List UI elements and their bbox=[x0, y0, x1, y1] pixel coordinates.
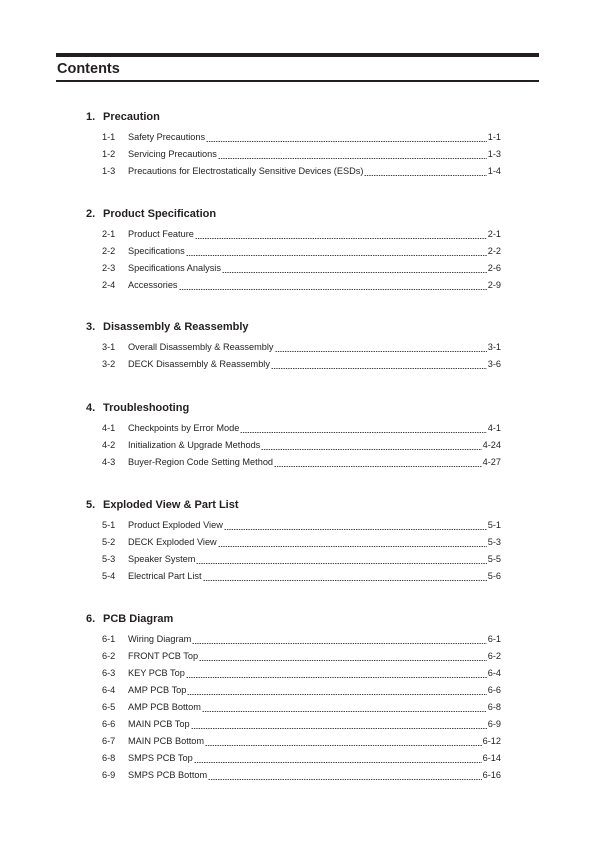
entry-title: Electrical Part List bbox=[128, 571, 202, 581]
entry-number: 6-7 bbox=[102, 736, 116, 746]
toc-entry[interactable] bbox=[86, 517, 501, 534]
entry-page-number: 2-9 bbox=[487, 280, 501, 290]
toc-entry[interactable] bbox=[86, 226, 501, 243]
entry-page-number: 5-3 bbox=[487, 537, 501, 547]
dot-leader bbox=[271, 368, 487, 369]
section-number: 1. bbox=[86, 111, 96, 123]
dot-leader bbox=[205, 745, 482, 746]
toc-entry[interactable] bbox=[86, 163, 501, 180]
entry-page-number: 6-16 bbox=[482, 770, 501, 780]
entry-page-number: 6-6 bbox=[487, 685, 501, 695]
entry-number: 5-1 bbox=[102, 520, 116, 530]
entry-page-number: 6-9 bbox=[487, 719, 501, 729]
toc-entry[interactable] bbox=[86, 437, 501, 454]
entry-title: Checkpoints by Error Mode bbox=[128, 423, 240, 433]
entry-title: SMPS PCB Top bbox=[128, 753, 193, 763]
section-number: 2. bbox=[86, 208, 96, 220]
toc-entry[interactable] bbox=[86, 146, 501, 163]
toc-entry[interactable] bbox=[86, 129, 501, 146]
dot-leader bbox=[203, 580, 487, 581]
toc-entry[interactable] bbox=[86, 750, 501, 767]
entry-page-number: 6-2 bbox=[487, 651, 501, 661]
entry-page-number: 1-3 bbox=[487, 149, 501, 159]
entry-number: 6-3 bbox=[102, 668, 116, 678]
section-number: 6. bbox=[86, 613, 96, 625]
entry-number: 6-2 bbox=[102, 651, 116, 661]
toc-entry[interactable] bbox=[86, 699, 501, 716]
entry-number: 1-1 bbox=[102, 132, 116, 142]
dot-leader bbox=[261, 449, 481, 450]
toc-entry[interactable] bbox=[86, 356, 501, 373]
dot-leader bbox=[194, 762, 482, 763]
entry-page-number: 6-14 bbox=[482, 753, 501, 763]
entry-number: 5-2 bbox=[102, 537, 116, 547]
entry-number: 6-9 bbox=[102, 770, 116, 780]
entry-page-number: 6-4 bbox=[487, 668, 501, 678]
dot-leader bbox=[274, 466, 482, 467]
entry-title: Specifications bbox=[128, 246, 185, 256]
entry-title: MAIN PCB Bottom bbox=[128, 736, 205, 746]
entry-title: Accessories bbox=[128, 280, 178, 290]
entry-title: SMPS PCB Bottom bbox=[128, 770, 208, 780]
dot-leader bbox=[218, 158, 487, 159]
entry-title: Wiring Diagram bbox=[128, 634, 192, 644]
entry-title: Servicing Precautions bbox=[128, 149, 217, 159]
toc-entry[interactable] bbox=[86, 277, 501, 294]
entry-number: 5-3 bbox=[102, 554, 116, 564]
section-title: Disassembly & Reassembly bbox=[103, 321, 249, 333]
toc-entry[interactable] bbox=[86, 767, 501, 784]
entry-number: 4-3 bbox=[102, 457, 116, 467]
entry-number: 5-4 bbox=[102, 571, 116, 581]
section-heading[interactable] bbox=[86, 612, 501, 626]
entry-title: AMP PCB Bottom bbox=[128, 702, 201, 712]
toc-entry[interactable] bbox=[86, 733, 501, 750]
dot-leader bbox=[240, 432, 486, 433]
entry-number: 6-8 bbox=[102, 753, 116, 763]
entry-title: Product Exploded View bbox=[128, 520, 223, 530]
entry-number: 3-1 bbox=[102, 342, 116, 352]
entry-number: 1-2 bbox=[102, 149, 116, 159]
dot-leader bbox=[364, 175, 486, 176]
entry-page-number: 4-1 bbox=[487, 423, 501, 433]
entry-page-number: 4-27 bbox=[482, 457, 501, 467]
dot-leader bbox=[195, 238, 487, 239]
entry-number: 4-1 bbox=[102, 423, 116, 433]
dot-leader bbox=[202, 711, 487, 712]
section-title: Exploded View & Part List bbox=[103, 499, 239, 511]
toc-section bbox=[86, 612, 501, 784]
toc-entry[interactable] bbox=[86, 339, 501, 356]
section-number: 3. bbox=[86, 321, 96, 333]
toc-section bbox=[86, 207, 501, 294]
entry-number: 4-2 bbox=[102, 440, 116, 450]
section-title: Product Specification bbox=[103, 208, 217, 220]
entry-title: Safety Precautions bbox=[128, 132, 206, 142]
entry-page-number: 4-24 bbox=[482, 440, 501, 450]
toc-entry[interactable] bbox=[86, 665, 501, 682]
entry-title: Initialization & Upgrade Methods bbox=[128, 440, 261, 450]
entry-page-number: 5-5 bbox=[487, 554, 501, 564]
entry-title: AMP PCB Top bbox=[128, 685, 187, 695]
toc-section bbox=[86, 320, 501, 373]
entry-number: 6-6 bbox=[102, 719, 116, 729]
entry-page-number: 2-6 bbox=[487, 263, 501, 273]
toc-section bbox=[86, 110, 501, 180]
page-title: Contents bbox=[57, 61, 120, 77]
entry-title: Speaker System bbox=[128, 554, 196, 564]
dot-leader bbox=[199, 660, 487, 661]
entry-page-number: 3-6 bbox=[487, 359, 501, 369]
entry-title: Buyer-Region Code Setting Method bbox=[128, 457, 274, 467]
dot-leader bbox=[224, 529, 487, 530]
section-number: 5. bbox=[86, 499, 96, 511]
dot-leader bbox=[192, 643, 486, 644]
entry-page-number: 6-12 bbox=[482, 736, 501, 746]
toc-entry[interactable] bbox=[86, 716, 501, 733]
section-title: Precaution bbox=[103, 111, 160, 123]
entry-number: 2-1 bbox=[102, 229, 116, 239]
entry-page-number: 5-1 bbox=[487, 520, 501, 530]
dot-leader bbox=[206, 141, 487, 142]
section-number: 4. bbox=[86, 402, 96, 414]
entry-number: 6-5 bbox=[102, 702, 116, 712]
section-heading[interactable] bbox=[86, 110, 501, 124]
entry-page-number: 3-1 bbox=[487, 342, 501, 352]
top-rule bbox=[56, 53, 539, 57]
toc-entry[interactable] bbox=[86, 534, 501, 551]
entry-number: 2-2 bbox=[102, 246, 116, 256]
entry-page-number: 5-6 bbox=[487, 571, 501, 581]
dot-leader bbox=[187, 694, 486, 695]
entry-page-number: 6-1 bbox=[487, 634, 501, 644]
entry-title: Overall Disassembly & Reassembly bbox=[128, 342, 274, 352]
dot-leader bbox=[179, 289, 487, 290]
toc-entry[interactable] bbox=[86, 568, 501, 585]
entry-number: 6-4 bbox=[102, 685, 116, 695]
entry-number: 2-4 bbox=[102, 280, 116, 290]
entry-number: 6-1 bbox=[102, 634, 116, 644]
entry-number: 3-2 bbox=[102, 359, 116, 369]
entry-page-number: 1-4 bbox=[487, 166, 501, 176]
dot-leader bbox=[222, 272, 487, 273]
dot-leader bbox=[208, 779, 481, 780]
dot-leader bbox=[275, 351, 487, 352]
entry-title: DECK Disassembly & Reassembly bbox=[128, 359, 270, 369]
title-rule bbox=[56, 80, 539, 82]
section-title: PCB Diagram bbox=[103, 613, 174, 625]
section-heading[interactable] bbox=[86, 207, 501, 221]
entry-title: FRONT PCB Top bbox=[128, 651, 199, 661]
entry-page-number: 2-1 bbox=[487, 229, 501, 239]
entry-list bbox=[86, 517, 501, 585]
entry-list bbox=[86, 339, 501, 373]
entry-number: 1-3 bbox=[102, 166, 116, 176]
toc-section bbox=[86, 498, 501, 585]
toc-entry[interactable] bbox=[86, 551, 501, 568]
dot-leader bbox=[186, 677, 487, 678]
section-heading[interactable] bbox=[86, 320, 501, 334]
toc-section bbox=[86, 401, 501, 471]
entry-title: KEY PCB Top bbox=[128, 668, 185, 678]
toc-entry[interactable] bbox=[86, 243, 501, 260]
toc-entry[interactable] bbox=[86, 454, 501, 471]
section-title: Troubleshooting bbox=[103, 402, 190, 414]
entry-list bbox=[86, 129, 501, 180]
section-heading[interactable] bbox=[86, 401, 501, 415]
dot-leader bbox=[186, 255, 487, 256]
dot-leader bbox=[196, 563, 486, 564]
toc-entry[interactable] bbox=[86, 648, 501, 665]
entry-page-number: 6-8 bbox=[487, 702, 501, 712]
entry-title: MAIN PCB Top bbox=[128, 719, 190, 729]
entry-title: Product Feature bbox=[128, 229, 194, 239]
toc-entry[interactable] bbox=[86, 631, 501, 648]
entry-title: Specifications Analysis bbox=[128, 263, 221, 273]
entry-title: Precautions for Electrostatically Sensitive Devices (ESDs) bbox=[128, 166, 364, 176]
entry-list bbox=[86, 631, 501, 784]
toc-entry[interactable] bbox=[86, 420, 501, 437]
entry-title: DECK Exploded View bbox=[128, 537, 217, 547]
entry-number: 2-3 bbox=[102, 263, 116, 273]
dot-leader bbox=[191, 728, 487, 729]
entry-list bbox=[86, 420, 501, 471]
entry-page-number: 1-1 bbox=[487, 132, 501, 142]
entry-page-number: 2-2 bbox=[487, 246, 501, 256]
toc-entry[interactable] bbox=[86, 682, 501, 699]
entry-list bbox=[86, 226, 501, 294]
section-heading[interactable] bbox=[86, 498, 501, 512]
dot-leader bbox=[218, 546, 487, 547]
toc-entry[interactable] bbox=[86, 260, 501, 277]
